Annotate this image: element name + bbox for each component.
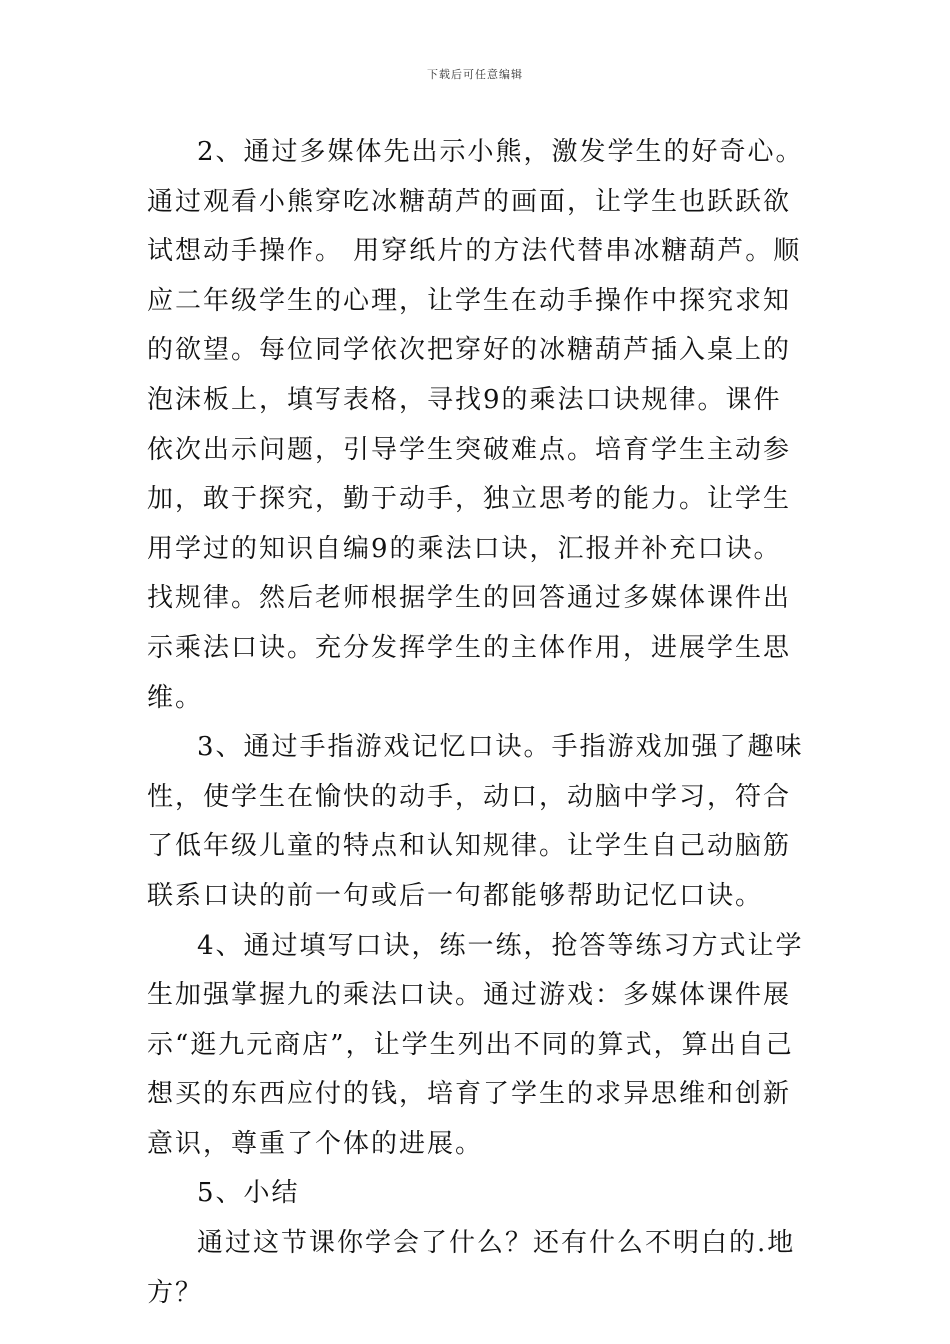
paragraph-3: 3、通过手指游戏记忆口诀。手指游戏加强了趣味性，使学生在愉快的动手，动口，动脑中学习，符合了低年级儿童的特点和认知规律。让学生自己动脑筋联系口诀的前一句或后一句都能够帮助记忆口诀。 <box>147 732 804 911</box>
paragraph-4: 4、通过填写口诀，练一练，抢答等练习方式让学生加强掌握九的乘法口诀。通过游戏：多媒体课件展示“逛九元商店”，让学生列出不同的算式，算出自己想买的东西应付的钱，培育了学生的求异思维和创新意识，尊重了个体的进展。 <box>147 930 804 1159</box>
paragraph-5-heading: 5、小结 <box>197 1178 300 1209</box>
paragraph-2: 2、通过多媒体先出示小熊，激发学生的好奇心。通过观看小熊穿吃冰糖葫芦的画面，让学生也跃跃欲试想动手操作。 用穿纸片的方法代替串冰糖葫芦。顺应二年级学生的心理，让学生在动手操作中探究求知的欲望。每位同学依次把穿好的冰糖葫芦插入桌上的泡沫板上，填写表格，寻找9的乘法口诀规律。课件依次出示问题，引导学生突破难点。培育学生主动参加，敢于探究，勤于动手，独立思考的能力。让学生用学过的知识自编9的乘法口诀，汇报并补充口诀。找规律。然后老师根据学生的回答通过多媒体课件出示乘法口诀。充分发挥学生的主体作用，进展学生思维。 <box>147 137 804 713</box>
document-body <box>147 128 807 1318</box>
page-header: 下载后可任意编辑 <box>427 68 523 81</box>
paragraph-summary-question: 通过这节课你学会了什么？还有什么不明白的.地方？ <box>147 1228 796 1308</box>
